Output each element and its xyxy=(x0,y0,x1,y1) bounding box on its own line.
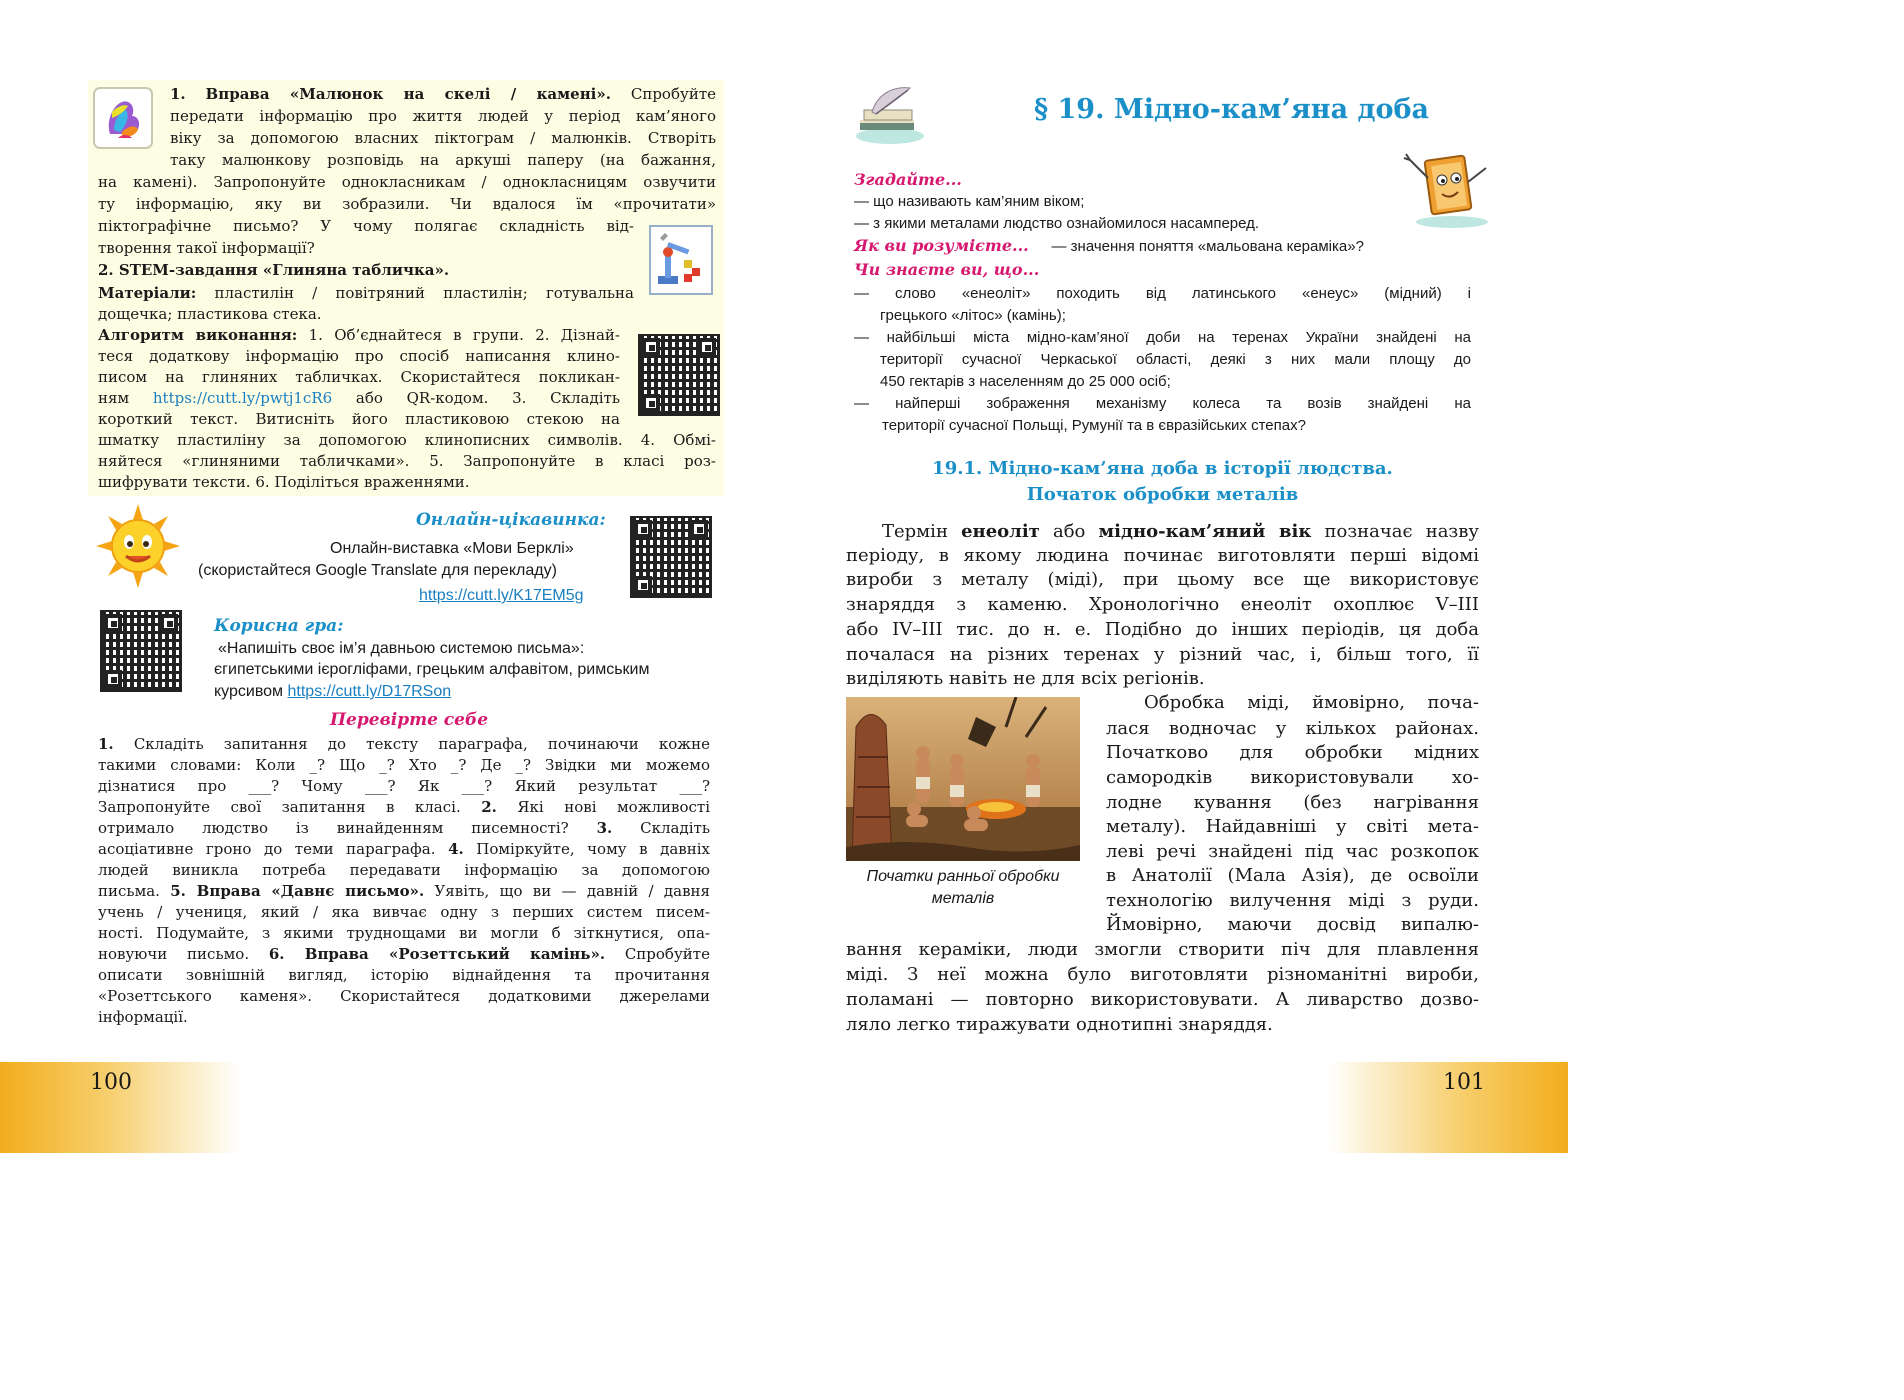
cuneiform-link[interactable]: https://cutt.ly/pwtj1cR6 xyxy=(152,389,333,407)
task2-line: шматку пластиліну за допомогою клинописних символів. 4. Обмі- xyxy=(98,431,716,449)
task1-line-4: таку малюнкову розповідь на аркуші паперу (на бажання, xyxy=(170,151,716,169)
book-character-icon xyxy=(1400,138,1496,230)
algorithm-label: Алгоритм виконання: xyxy=(98,326,298,344)
task2-algorithm: Алгоритм виконання: 1. Об’єднайтеся в групи. 2. Дізнай- xyxy=(98,326,620,344)
game-line-1: «Напишіть своє ім’я давньою системою письма»: xyxy=(218,640,585,657)
check-line: «Розеттського каменя». Скористайтеся додатковими джерелами xyxy=(98,987,710,1005)
check-line: 1. Складіть запитання до тексту параграфа, починаючи кожне xyxy=(98,735,710,753)
task1-text: Спробуйте xyxy=(630,85,716,103)
image-caption-1: Початки ранньої обробки xyxy=(866,868,1060,885)
paragraph-2-line: ляло легко тиражувати однотипні знаряддя. xyxy=(846,1014,1273,1035)
check-line: письма. 5. Вправа «Давнє письмо». Уявіть, що ви — давній / давня xyxy=(98,882,710,900)
paragraph-2-line: металу). Найдавніші у світі мета- xyxy=(1106,816,1479,837)
fact-line: — найперші зображення механізму колеса та возів знайдені на xyxy=(854,395,1471,412)
game-line-3: курсивом https://cutt.ly/D17RSon xyxy=(214,683,452,700)
online-line-2: (скористайтеся Google Translate для перекладу) xyxy=(198,562,557,579)
task1-line-2: передати інформацію про життя людей у період кам’яного xyxy=(170,107,716,125)
qr-code-icon[interactable] xyxy=(630,516,712,598)
paragraph-2-line: Обробка міді, ймовірно, поча- xyxy=(1144,692,1479,713)
hands-logo-icon xyxy=(92,86,154,150)
game-line-2: єгипетськими ієрогліфами, грецьким алфавітом, римським xyxy=(214,661,650,678)
task1-line-6: ту інформацію, яку ви зобразили. Чи вдалося їм «прочитати» xyxy=(98,195,716,213)
task1-number: 1. xyxy=(170,85,186,103)
early-metalworking-illustration xyxy=(846,697,1080,861)
task1-line-5: на камені). Запропонуйте однокласникам / однокласницям озвучити xyxy=(98,173,716,191)
fact-line: території сучасної Черкаської області, деякі з них мали площу до xyxy=(880,351,1471,368)
page-title: § 19. Мідно-кам’яна доба xyxy=(1034,94,1429,125)
paragraph-2-line: Ймовірно, маючи досвід випалю- xyxy=(1106,914,1479,935)
paragraph-1-line: виділяють навіть не для всіх регіонів. xyxy=(846,668,1205,689)
task2-link-line: ням https://cutt.ly/pwtj1cR6 або QR-кодом. 3. Складіть xyxy=(98,389,620,407)
online-link[interactable]: https://cutt.ly/K17EM5g xyxy=(419,587,584,604)
check-heading: Перевірте себе xyxy=(330,710,489,730)
task2-materials: Матеріали: пластилін / повітряний пластилін; готувальна xyxy=(98,284,634,302)
task2-line: няйтеся «глиняними табличками». 5. Запропонуйте в класі роз- xyxy=(98,452,716,470)
qr-code-icon[interactable] xyxy=(638,334,720,416)
paragraph-1-line: почалася на різних теренах у різний час, і, більш того, її xyxy=(846,644,1479,665)
check-line: учень / учениця, який / яка вивчає одну з перших систем писем- xyxy=(98,903,710,921)
fact-line: грецького «літос» (камінь); xyxy=(880,307,1066,324)
term-copper-stone-age: мідно-кам’яний вік xyxy=(1098,521,1312,542)
paragraph-1-line: Термін енеоліт або мідно-кам’яний вік позначає назву xyxy=(882,521,1479,542)
check-line: Запропонуйте свої запитання в класі. 2. Які нові можливості xyxy=(98,798,710,816)
check-line: ності. Подумайте, з якими труднощами ви могли б зіткнутися, опа- xyxy=(98,924,710,942)
recall-item: — що називають кам’яним віком; xyxy=(854,193,1085,210)
term-eneolith: енеоліт xyxy=(961,521,1040,542)
game-heading: Корисна гра: xyxy=(214,616,344,636)
page-number-left: 100 xyxy=(90,1070,132,1095)
paragraph-1-line: або IV–III тис. до н. е. Подібно до інших періодів, ця доба xyxy=(846,619,1479,640)
task2-title: 2. STEM-завдання «Глиняна табличка». xyxy=(98,261,450,279)
paragraph-2-line: лася водночас у кількох районах. xyxy=(1106,718,1479,739)
task2-materials-2: дощечка; пластикова стека. xyxy=(98,305,322,323)
paragraph-2-line: Початково для обробки мідних xyxy=(1106,742,1479,763)
online-line-1: Онлайн-виставка «Мови Берклі» xyxy=(330,540,574,557)
paragraph-1-line: періоду, в якому людина починає виготовляти перші відомі xyxy=(846,545,1479,566)
check-line: людей виникла потреба передавати інформацію за допомогою xyxy=(98,861,710,879)
paragraph-2-line: технологію вилучення міді з руди. xyxy=(1106,890,1479,911)
paragraph-2-line: леві речі знайдені під час розкопок xyxy=(1106,841,1479,862)
online-heading: Онлайн-цікавинка: xyxy=(416,510,606,530)
check-line: дізнатися про ___? Чому ___? Як ___? Який результат ___? xyxy=(98,777,710,795)
recall-heading: Згадайте... xyxy=(854,170,962,189)
section-title-1: 19.1. Мідно-кам’яна доба в історії людства. xyxy=(932,458,1393,479)
recall-item: — з якими металами людство ознайомилося насамперед. xyxy=(854,215,1260,232)
task1-line-7: піктографічне письмо? У чому полягає складність від- xyxy=(98,217,634,235)
task1-line-1 xyxy=(170,84,716,105)
understand-heading: Як ви розумієте... xyxy=(854,236,1029,255)
check-line: асоціативне гроно до теми параграфа. 4. Поміркуйте, чому в давніх xyxy=(98,840,710,858)
paragraph-2-line: поламані — повторно використовувати. А ливарство дозво- xyxy=(846,989,1479,1010)
section-title-2: Початок обробки металів xyxy=(1026,484,1299,505)
game-link[interactable]: https://cutt.ly/D17RSon xyxy=(287,683,452,700)
know-heading: Чи знаєте ви, що... xyxy=(854,260,1040,279)
robot-arm-icon xyxy=(648,224,714,296)
fact-line: — слово «енеоліт» походить від латинського «енеус» (мідний) і xyxy=(854,285,1471,302)
quill-books-icon xyxy=(852,84,928,146)
materials-label: Матеріали: xyxy=(98,284,197,302)
image-caption-2: металів xyxy=(931,890,995,907)
paragraph-1-line: знаряддя з каменю. Хронологічно енеоліт охоплює V–III xyxy=(846,594,1479,615)
paragraph-2-line: міді. З неї можна було виготовляти різноманітні вироби, xyxy=(846,964,1479,985)
task2-line: шифрувати тексти. 6. Поділіться враженнями. xyxy=(98,473,470,491)
check-line: отримало людство із винайденням писемності? 3. Складіть xyxy=(98,819,710,837)
qr-code-icon[interactable] xyxy=(100,610,182,692)
task2-line: теся додаткову інформацію про спосіб написання клино- xyxy=(98,347,620,365)
paragraph-2-line: вання кераміки, люди змогли створити піч для плавлення xyxy=(846,939,1479,960)
fact-line: — найбільші міста мідно-кам’яної доби на теренах України знайдені на xyxy=(854,329,1471,346)
paragraph-2-line: в Анатолії (Мала Азія), де освоїли xyxy=(1106,865,1479,886)
task2-line: писом на глиняних табличках. Скористайтеся покликан- xyxy=(98,368,620,386)
paragraph-2-line: лодне кування (без нагрівання xyxy=(1106,792,1479,813)
understand-line xyxy=(854,236,1364,255)
task2-line: короткий текст. Витисніть його пластиковою стекою на xyxy=(98,410,620,428)
page-number-right: 101 xyxy=(1443,1070,1485,1095)
task1-line-3: віку за допомогою власних піктограм / малюнків. Створіть xyxy=(170,129,716,147)
check-line: такими словами: Коли _? Що _? Хто _? Де _? Звідки ми можемо xyxy=(98,756,710,774)
task1-line-8: творення такої інформації? xyxy=(98,239,315,257)
task1-title: Вправа «Малюнок на скелі / камені». xyxy=(205,85,611,103)
check-line: новуючи письмо. 6. Вправа «Розеттський камінь». Спробуйте xyxy=(98,945,710,963)
fact-line: території сучасної Польщі, Румунії та в євразійських степах? xyxy=(882,417,1306,434)
check-line: інформації. xyxy=(98,1008,188,1026)
sun-mascot-icon xyxy=(96,504,180,588)
understand-text: — значення поняття «мальована кераміка»? xyxy=(1051,238,1364,255)
fact-line: 450 гектарів з населенням до 25 000 осіб; xyxy=(880,373,1171,390)
check-line: описати зовнішній вигляд, історію віднайдення та прочитання xyxy=(98,966,710,984)
paragraph-1-line: вироби з металу (міді), при цьому все ще використовує xyxy=(846,569,1479,590)
paragraph-2-line: самородків використовували хо- xyxy=(1106,767,1479,788)
